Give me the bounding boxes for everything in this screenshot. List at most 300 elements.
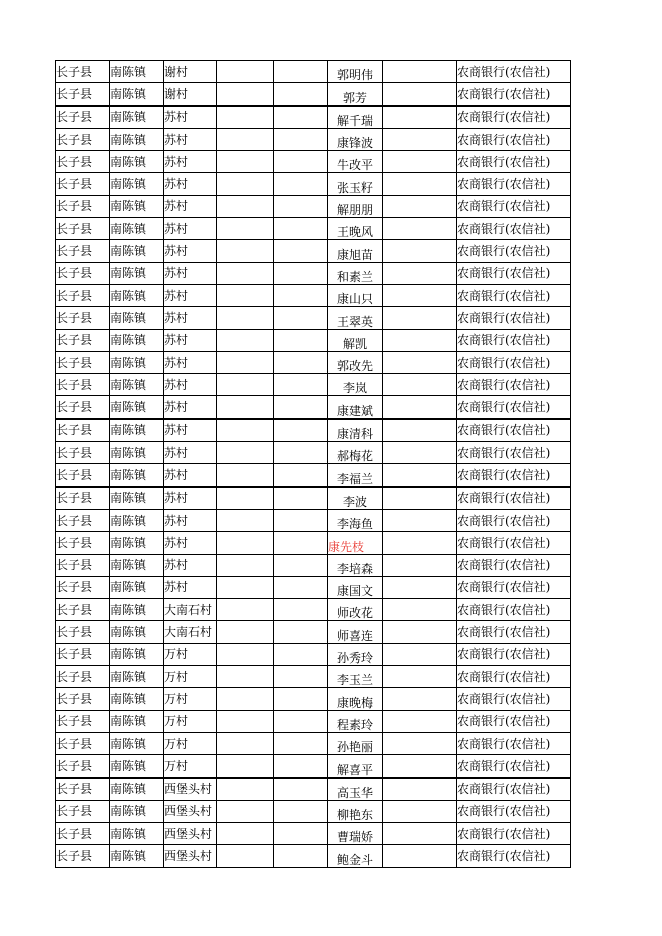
county-cell[interactable]: 长子县 <box>56 83 110 106</box>
village-cell[interactable]: 苏村 <box>164 307 217 329</box>
bank-cell[interactable]: 农商银行(农信社) <box>457 688 571 710</box>
town-cell[interactable]: 南陈镇 <box>110 576 164 598</box>
village-cell[interactable]: 苏村 <box>164 106 217 129</box>
empty-cell[interactable] <box>274 106 328 129</box>
village-cell[interactable]: 西堡头村 <box>164 845 217 867</box>
empty-cell[interactable] <box>217 396 274 419</box>
town-cell[interactable]: 南陈镇 <box>110 554 164 576</box>
county-cell[interactable]: 长子县 <box>56 262 110 284</box>
county-cell[interactable]: 长子县 <box>56 710 110 732</box>
empty-cell[interactable] <box>217 307 274 329</box>
empty-cell[interactable] <box>274 621 328 643</box>
name-cell[interactable]: 解千瑞 <box>328 106 383 129</box>
village-cell[interactable]: 苏村 <box>164 576 217 598</box>
empty-cell[interactable] <box>274 195 328 217</box>
town-cell[interactable]: 南陈镇 <box>110 599 164 621</box>
bank-cell[interactable]: 农商银行(农信社) <box>457 576 571 598</box>
bank-cell[interactable]: 农商银行(农信社) <box>457 710 571 732</box>
village-cell[interactable]: 苏村 <box>164 374 217 396</box>
empty-cell[interactable] <box>217 464 274 487</box>
bank-cell[interactable]: 农商银行(农信社) <box>457 442 571 464</box>
name-cell[interactable]: 师喜连 <box>328 621 383 643</box>
county-cell[interactable]: 长子县 <box>56 374 110 396</box>
empty-cell[interactable] <box>383 732 457 754</box>
empty-cell[interactable] <box>274 442 328 464</box>
empty-cell[interactable] <box>274 128 328 150</box>
town-cell[interactable]: 南陈镇 <box>110 464 164 487</box>
empty-cell[interactable] <box>217 442 274 464</box>
empty-cell[interactable] <box>217 732 274 754</box>
empty-cell[interactable] <box>274 83 328 106</box>
bank-cell[interactable]: 农商银行(农信社) <box>457 351 571 373</box>
town-cell[interactable]: 南陈镇 <box>110 61 164 83</box>
county-cell[interactable]: 长子县 <box>56 732 110 754</box>
name-cell[interactable]: 康建斌 <box>328 396 383 419</box>
name-cell[interactable]: 解凯 <box>328 329 383 351</box>
town-cell[interactable]: 南陈镇 <box>110 106 164 129</box>
empty-cell[interactable] <box>383 688 457 710</box>
county-cell[interactable]: 长子县 <box>56 643 110 665</box>
town-cell[interactable]: 南陈镇 <box>110 755 164 778</box>
empty-cell[interactable] <box>217 351 274 373</box>
empty-cell[interactable] <box>217 621 274 643</box>
town-cell[interactable]: 南陈镇 <box>110 643 164 665</box>
name-cell[interactable]: 李福兰 <box>328 464 383 487</box>
empty-cell[interactable] <box>217 284 274 306</box>
empty-cell[interactable] <box>383 666 457 688</box>
empty-cell[interactable] <box>383 576 457 598</box>
empty-cell[interactable] <box>217 419 274 442</box>
empty-cell[interactable] <box>217 106 274 129</box>
bank-cell[interactable]: 农商银行(农信社) <box>457 419 571 442</box>
bank-cell[interactable]: 农商银行(农信社) <box>457 83 571 106</box>
bank-cell[interactable]: 农商银行(农信社) <box>457 173 571 195</box>
empty-cell[interactable] <box>383 532 457 554</box>
empty-cell[interactable] <box>274 532 328 554</box>
county-cell[interactable]: 长子县 <box>56 351 110 373</box>
empty-cell[interactable] <box>217 128 274 150</box>
county-cell[interactable]: 长子县 <box>56 599 110 621</box>
empty-cell[interactable] <box>274 218 328 240</box>
county-cell[interactable]: 长子县 <box>56 688 110 710</box>
town-cell[interactable]: 南陈镇 <box>110 487 164 510</box>
name-cell[interactable]: 柳艳东 <box>328 800 383 822</box>
table-body <box>56 61 571 868</box>
empty-cell[interactable] <box>217 195 274 217</box>
county-cell[interactable]: 长子县 <box>56 396 110 419</box>
empty-cell[interactable] <box>383 284 457 306</box>
empty-cell[interactable] <box>383 128 457 150</box>
town-cell[interactable]: 南陈镇 <box>110 307 164 329</box>
county-cell[interactable]: 长子县 <box>56 621 110 643</box>
empty-cell[interactable] <box>274 778 328 801</box>
empty-cell[interactable] <box>274 284 328 306</box>
county-cell[interactable]: 长子县 <box>56 173 110 195</box>
empty-cell[interactable] <box>217 374 274 396</box>
empty-cell[interactable] <box>217 61 274 83</box>
name-cell[interactable]: 李玉兰 <box>328 666 383 688</box>
bank-cell[interactable]: 农商银行(农信社) <box>457 823 571 845</box>
town-cell[interactable]: 南陈镇 <box>110 732 164 754</box>
town-cell[interactable]: 南陈镇 <box>110 800 164 822</box>
bank-cell[interactable]: 农商银行(农信社) <box>457 464 571 487</box>
empty-cell[interactable] <box>274 823 328 845</box>
table-row <box>56 128 571 150</box>
county-cell[interactable]: 长子县 <box>56 195 110 217</box>
empty-cell[interactable] <box>383 487 457 510</box>
town-cell[interactable]: 南陈镇 <box>110 509 164 531</box>
empty-cell[interactable] <box>383 778 457 801</box>
town-cell[interactable]: 南陈镇 <box>110 284 164 306</box>
village-cell[interactable]: 苏村 <box>164 554 217 576</box>
bank-cell[interactable]: 农商银行(农信社) <box>457 621 571 643</box>
town-cell[interactable]: 南陈镇 <box>110 262 164 284</box>
empty-cell[interactable] <box>217 599 274 621</box>
bank-cell[interactable]: 农商银行(农信社) <box>457 845 571 867</box>
empty-cell[interactable] <box>274 710 328 732</box>
name-cell[interactable]: 和素兰 <box>328 262 383 284</box>
name-cell[interactable]: 李培森 <box>328 554 383 576</box>
town-cell[interactable]: 南陈镇 <box>110 419 164 442</box>
empty-cell[interactable] <box>274 262 328 284</box>
name-cell[interactable]: 王翠英 <box>328 307 383 329</box>
county-cell[interactable]: 长子县 <box>56 576 110 598</box>
village-cell[interactable]: 苏村 <box>164 419 217 442</box>
village-cell[interactable]: 苏村 <box>164 396 217 419</box>
empty-cell[interactable] <box>217 755 274 778</box>
name-cell[interactable]: 孙艳丽 <box>328 732 383 754</box>
county-cell[interactable]: 长子县 <box>56 666 110 688</box>
name-cell[interactable]: 孙秀玲 <box>328 643 383 665</box>
village-cell[interactable]: 谢村 <box>164 61 217 83</box>
town-cell[interactable]: 南陈镇 <box>110 710 164 732</box>
county-cell[interactable]: 长子县 <box>56 845 110 867</box>
data-table <box>55 60 571 868</box>
name-cell[interactable]: 康晚梅 <box>328 688 383 710</box>
empty-cell[interactable] <box>274 396 328 419</box>
table-row <box>56 106 571 129</box>
village-cell[interactable]: 万村 <box>164 643 217 665</box>
empty-cell[interactable] <box>274 509 328 531</box>
empty-cell[interactable] <box>217 173 274 195</box>
empty-cell[interactable] <box>274 666 328 688</box>
empty-cell[interactable] <box>217 262 274 284</box>
empty-cell[interactable] <box>383 823 457 845</box>
empty-cell[interactable] <box>217 329 274 351</box>
empty-cell[interactable] <box>274 800 328 822</box>
county-cell[interactable]: 长子县 <box>56 240 110 262</box>
village-cell[interactable]: 苏村 <box>164 218 217 240</box>
empty-cell[interactable] <box>274 487 328 510</box>
empty-cell[interactable] <box>383 442 457 464</box>
empty-cell[interactable] <box>383 374 457 396</box>
town-cell[interactable]: 南陈镇 <box>110 195 164 217</box>
village-cell[interactable]: 苏村 <box>164 195 217 217</box>
county-cell[interactable]: 长子县 <box>56 487 110 510</box>
county-cell[interactable]: 长子县 <box>56 151 110 173</box>
empty-cell[interactable] <box>383 755 457 778</box>
empty-cell[interactable] <box>274 240 328 262</box>
town-cell[interactable]: 南陈镇 <box>110 128 164 150</box>
empty-cell[interactable] <box>274 464 328 487</box>
empty-cell[interactable] <box>217 823 274 845</box>
empty-cell[interactable] <box>217 800 274 822</box>
name-cell[interactable]: 康清科 <box>328 419 383 442</box>
bank-cell[interactable]: 农商银行(农信社) <box>457 128 571 150</box>
name-cell[interactable]: 师改花 <box>328 599 383 621</box>
empty-cell[interactable] <box>217 487 274 510</box>
empty-cell[interactable] <box>274 643 328 665</box>
empty-cell[interactable] <box>274 554 328 576</box>
town-cell[interactable]: 南陈镇 <box>110 329 164 351</box>
table-row <box>56 643 571 665</box>
table-row <box>56 419 571 442</box>
empty-cell[interactable] <box>383 599 457 621</box>
village-cell[interactable]: 苏村 <box>164 487 217 510</box>
empty-cell[interactable] <box>383 710 457 732</box>
name-cell[interactable]: 程素玲 <box>328 710 383 732</box>
empty-cell[interactable] <box>383 173 457 195</box>
town-cell[interactable]: 南陈镇 <box>110 374 164 396</box>
bank-cell[interactable]: 农商银行(农信社) <box>457 554 571 576</box>
town-cell[interactable]: 南陈镇 <box>110 240 164 262</box>
county-cell[interactable]: 长子县 <box>56 284 110 306</box>
town-cell[interactable]: 南陈镇 <box>110 218 164 240</box>
village-cell[interactable]: 苏村 <box>164 509 217 531</box>
empty-cell[interactable] <box>274 688 328 710</box>
empty-cell[interactable] <box>274 419 328 442</box>
empty-cell[interactable] <box>274 845 328 867</box>
village-cell[interactable]: 苏村 <box>164 351 217 373</box>
empty-cell[interactable] <box>383 464 457 487</box>
county-cell[interactable]: 长子县 <box>56 554 110 576</box>
empty-cell[interactable] <box>217 778 274 801</box>
empty-cell[interactable] <box>217 666 274 688</box>
county-cell[interactable]: 长子县 <box>56 61 110 83</box>
empty-cell[interactable] <box>383 151 457 173</box>
empty-cell[interactable] <box>274 576 328 598</box>
table-row <box>56 599 571 621</box>
town-cell[interactable]: 南陈镇 <box>110 83 164 106</box>
empty-cell[interactable] <box>274 755 328 778</box>
county-cell[interactable]: 长子县 <box>56 218 110 240</box>
bank-cell[interactable]: 农商银行(农信社) <box>457 106 571 129</box>
town-cell[interactable]: 南陈镇 <box>110 173 164 195</box>
county-cell[interactable]: 长子县 <box>56 329 110 351</box>
name-cell[interactable]: 康锋波 <box>328 128 383 150</box>
table-row <box>56 464 571 487</box>
empty-cell[interactable] <box>217 218 274 240</box>
name-cell[interactable]: 郭芳 <box>328 83 383 106</box>
empty-cell[interactable] <box>217 83 274 106</box>
name-cell[interactable]: 李岚 <box>328 374 383 396</box>
county-cell[interactable]: 长子县 <box>56 128 110 150</box>
empty-cell[interactable] <box>383 643 457 665</box>
empty-cell[interactable] <box>383 509 457 531</box>
county-cell[interactable]: 长子县 <box>56 823 110 845</box>
empty-cell[interactable] <box>217 554 274 576</box>
empty-cell[interactable] <box>383 240 457 262</box>
town-cell[interactable]: 南陈镇 <box>110 621 164 643</box>
empty-cell[interactable] <box>383 396 457 419</box>
empty-cell[interactable] <box>217 532 274 554</box>
county-cell[interactable]: 长子县 <box>56 509 110 531</box>
empty-cell[interactable] <box>383 83 457 106</box>
village-cell[interactable]: 万村 <box>164 732 217 754</box>
county-cell[interactable]: 长子县 <box>56 532 110 554</box>
bank-cell[interactable]: 农商银行(农信社) <box>457 151 571 173</box>
empty-cell[interactable] <box>383 195 457 217</box>
table-row <box>56 151 571 173</box>
bank-cell[interactable]: 农商银行(农信社) <box>457 284 571 306</box>
empty-cell[interactable] <box>383 800 457 822</box>
bank-cell[interactable]: 农商银行(农信社) <box>457 643 571 665</box>
name-cell[interactable]: 康先枝 <box>328 532 383 554</box>
village-cell[interactable]: 苏村 <box>164 532 217 554</box>
empty-cell[interactable] <box>217 576 274 598</box>
village-cell[interactable]: 大南石村 <box>164 621 217 643</box>
empty-cell[interactable] <box>383 61 457 83</box>
village-cell[interactable]: 谢村 <box>164 83 217 106</box>
village-cell[interactable]: 万村 <box>164 710 217 732</box>
village-cell[interactable]: 苏村 <box>164 173 217 195</box>
name-cell[interactable]: 郭改先 <box>328 351 383 373</box>
county-cell[interactable]: 长子县 <box>56 419 110 442</box>
name-cell[interactable]: 牛改平 <box>328 151 383 173</box>
empty-cell[interactable] <box>383 329 457 351</box>
bank-cell[interactable]: 农商银行(农信社) <box>457 732 571 754</box>
village-cell[interactable]: 苏村 <box>164 128 217 150</box>
empty-cell[interactable] <box>383 419 457 442</box>
bank-cell[interactable]: 农商银行(农信社) <box>457 240 571 262</box>
bank-cell[interactable]: 农商银行(农信社) <box>457 599 571 621</box>
empty-cell[interactable] <box>383 554 457 576</box>
empty-cell[interactable] <box>274 599 328 621</box>
county-cell[interactable]: 长子县 <box>56 106 110 129</box>
village-cell[interactable]: 西堡头村 <box>164 800 217 822</box>
empty-cell[interactable] <box>274 173 328 195</box>
village-cell[interactable]: 万村 <box>164 755 217 778</box>
table-row <box>56 710 571 732</box>
name-cell[interactable]: 解朋朋 <box>328 195 383 217</box>
bank-cell[interactable]: 农商银行(农信社) <box>457 374 571 396</box>
bank-cell[interactable]: 农商银行(农信社) <box>457 396 571 419</box>
village-cell[interactable]: 西堡头村 <box>164 823 217 845</box>
empty-cell[interactable] <box>217 509 274 531</box>
empty-cell[interactable] <box>383 351 457 373</box>
town-cell[interactable]: 南陈镇 <box>110 351 164 373</box>
empty-cell[interactable] <box>383 106 457 129</box>
county-cell[interactable]: 长子县 <box>56 778 110 801</box>
village-cell[interactable]: 苏村 <box>164 442 217 464</box>
empty-cell[interactable] <box>274 374 328 396</box>
bank-cell[interactable]: 农商银行(农信社) <box>457 262 571 284</box>
empty-cell[interactable] <box>383 621 457 643</box>
empty-cell[interactable] <box>217 151 274 173</box>
county-cell[interactable]: 长子县 <box>56 442 110 464</box>
town-cell[interactable]: 南陈镇 <box>110 823 164 845</box>
village-cell[interactable]: 苏村 <box>164 151 217 173</box>
table-row <box>56 732 571 754</box>
bank-cell[interactable]: 农商银行(农信社) <box>457 218 571 240</box>
table-row <box>56 576 571 598</box>
name-cell[interactable]: 郝梅花 <box>328 442 383 464</box>
bank-cell[interactable]: 农商银行(农信社) <box>457 778 571 801</box>
bank-cell[interactable]: 农商银行(农信社) <box>457 195 571 217</box>
empty-cell[interactable] <box>217 845 274 867</box>
name-cell[interactable]: 曹瑞娇 <box>328 823 383 845</box>
village-cell[interactable]: 苏村 <box>164 262 217 284</box>
empty-cell[interactable] <box>217 688 274 710</box>
name-cell[interactable]: 张玉籽 <box>328 173 383 195</box>
empty-cell[interactable] <box>274 732 328 754</box>
name-cell[interactable]: 李海鱼 <box>328 509 383 531</box>
empty-cell[interactable] <box>217 643 274 665</box>
empty-cell[interactable] <box>274 351 328 373</box>
town-cell[interactable]: 南陈镇 <box>110 778 164 801</box>
bank-cell[interactable]: 农商银行(农信社) <box>457 755 571 778</box>
empty-cell[interactable] <box>217 710 274 732</box>
village-cell[interactable]: 万村 <box>164 688 217 710</box>
village-cell[interactable]: 西堡头村 <box>164 778 217 801</box>
empty-cell[interactable] <box>274 307 328 329</box>
empty-cell[interactable] <box>217 240 274 262</box>
name-cell[interactable]: 王晚风 <box>328 218 383 240</box>
empty-cell[interactable] <box>383 845 457 867</box>
name-cell[interactable]: 李波 <box>328 487 383 510</box>
bank-cell[interactable]: 农商银行(农信社) <box>457 487 571 510</box>
empty-cell[interactable] <box>274 61 328 83</box>
county-cell[interactable]: 长子县 <box>56 307 110 329</box>
bank-cell[interactable]: 农商银行(农信社) <box>457 800 571 822</box>
empty-cell[interactable] <box>274 151 328 173</box>
county-cell[interactable]: 长子县 <box>56 464 110 487</box>
county-cell[interactable]: 长子县 <box>56 800 110 822</box>
empty-cell[interactable] <box>383 218 457 240</box>
empty-cell[interactable] <box>383 262 457 284</box>
town-cell[interactable]: 南陈镇 <box>110 688 164 710</box>
name-cell[interactable]: 康旭苗 <box>328 240 383 262</box>
name-cell[interactable]: 鲍金斗 <box>328 845 383 867</box>
town-cell[interactable]: 南陈镇 <box>110 442 164 464</box>
village-cell[interactable]: 苏村 <box>164 284 217 306</box>
name-cell[interactable]: 解喜平 <box>328 755 383 778</box>
name-cell[interactable]: 郭明伟 <box>328 61 383 83</box>
town-cell[interactable]: 南陈镇 <box>110 845 164 867</box>
village-cell[interactable]: 苏村 <box>164 464 217 487</box>
village-cell[interactable]: 万村 <box>164 666 217 688</box>
bank-cell[interactable]: 农商银行(农信社) <box>457 532 571 554</box>
empty-cell[interactable] <box>274 329 328 351</box>
name-cell[interactable]: 康国文 <box>328 576 383 598</box>
town-cell[interactable]: 南陈镇 <box>110 396 164 419</box>
empty-cell[interactable] <box>383 307 457 329</box>
village-cell[interactable]: 苏村 <box>164 329 217 351</box>
county-cell[interactable]: 长子县 <box>56 755 110 778</box>
bank-cell[interactable]: 农商银行(农信社) <box>457 329 571 351</box>
bank-cell[interactable]: 农商银行(农信社) <box>457 666 571 688</box>
town-cell[interactable]: 南陈镇 <box>110 666 164 688</box>
name-cell[interactable]: 康山只 <box>328 284 383 306</box>
village-cell[interactable]: 大南石村 <box>164 599 217 621</box>
bank-cell[interactable]: 农商银行(农信社) <box>457 61 571 83</box>
name-cell[interactable]: 高玉华 <box>328 778 383 801</box>
town-cell[interactable]: 南陈镇 <box>110 151 164 173</box>
bank-cell[interactable]: 农商银行(农信社) <box>457 509 571 531</box>
village-cell[interactable]: 苏村 <box>164 240 217 262</box>
bank-cell[interactable]: 农商银行(农信社) <box>457 307 571 329</box>
town-cell[interactable]: 南陈镇 <box>110 532 164 554</box>
